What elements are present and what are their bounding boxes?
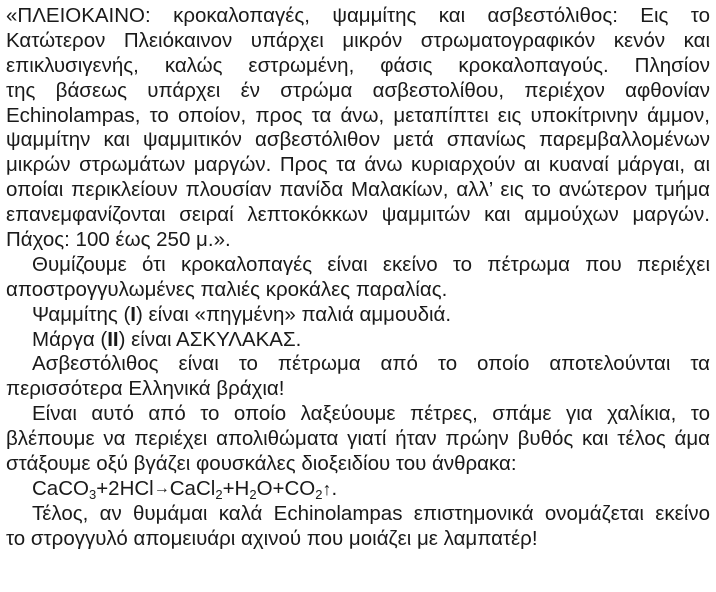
quoted-description-paragraph	[6, 4, 710, 253]
sandstone-paragraph	[6, 303, 710, 328]
text-span: ) είναι ΑΣΚΥΛΑΚΑΣ.	[118, 327, 302, 351]
formula-subscript: 3	[88, 486, 97, 502]
text-line: ψαμμίτην και ψαμμιτικόν ασβεστόλιθον μετά σπανίως παρεμβαλλομένων	[6, 128, 710, 152]
gas-release-arrow-icon: ↑	[322, 478, 332, 499]
formula-part: .	[331, 476, 338, 500]
text-line: Πάχος: 100 έως 250 μ.».	[6, 228, 231, 252]
text-line: αποστρογγυλωμένες παλιές κροκάλες παραλίας.	[6, 277, 448, 301]
limestone-uses-paragraph	[6, 402, 710, 477]
text-span: ) είναι «πηγμένη» παλιά αμμουδιά.	[135, 302, 452, 326]
limestone-paragraph	[6, 352, 710, 402]
text-line: της βάσεως υπάρχει έν στρώμα ασβεστολίθου, περιέχον αφθονίαν	[6, 78, 710, 102]
text-line: επικλυσιγενής, καλώς εστρωμένη, φάσις κροκαλοπαγούς. Πλησίον	[6, 53, 710, 77]
formula-part: +H	[222, 476, 250, 500]
echinolampas-paragraph	[6, 502, 710, 552]
formula-part: CaCl	[169, 476, 216, 500]
text-line: Ασβεστόλιθος είναι το πέτρωμα από το οποίο αποτελούνται τα	[32, 352, 710, 376]
text-line: βλέπουμε να περιέχει απολιθώματα γιατί ήταν πρώην βυθός και τέλος άμα	[6, 427, 710, 451]
text-line: Τέλος, αν θυμάμαι καλά Echinolampas επιστημονικά ονομάζεται εκείνο	[32, 501, 710, 525]
marl-paragraph	[6, 328, 710, 353]
reaction-arrow-icon: →	[153, 479, 170, 497]
formula-subscript: 2	[215, 486, 223, 502]
text-line: το στρογγυλό απομειυάρι αχινού που μοιάζει με λαμπατέρ!	[6, 526, 538, 550]
formula-part: O+CO	[256, 476, 316, 500]
text-line: περισσότερα Ελληνικά βράχια!	[6, 377, 285, 401]
text-line: Κατώτερον Πλειόκαινον υπάρχει μικρόν στρωματογραφικόν κενόν και	[6, 28, 710, 52]
conglomerate-paragraph	[6, 253, 710, 303]
text-line: στάξουμε οξύ βγάζει φουσκάλες διοξειδίου του άνθρακα:	[6, 452, 517, 476]
text-line: Είναι αυτό από το οποίο λαξεύουμε πέτρες, σπάμε για χαλίκια, το	[32, 402, 710, 426]
text-span: Ψαμμίτης (	[32, 302, 131, 326]
text-line: οποίαι περικλείουν πλουσίαν πανίδα Μαλακίων, αλλ’ εις το ανώτερον τμήμα	[6, 178, 710, 202]
formula-part: CaCO	[32, 476, 89, 500]
formula-part: +2HCl	[96, 476, 154, 500]
text-line: Θυμίζουμε ότι κροκαλοπαγές είναι εκείνο το πέτρωμα που περιέχει	[32, 252, 710, 276]
text-line: «ΠΛΕΙΟΚΑΙΝΟ: κροκαλοπαγές, ψαμμίτης και ασβεστόλιθος: Εις το	[6, 4, 710, 27]
formula-subscript: 2	[315, 486, 323, 502]
chemical-equation	[6, 477, 710, 502]
text-line: επανεμφανίζονται σειραί λεπτοκόκκων ψαμμιτών και αμμούχων μαργών.	[6, 203, 710, 227]
marker-label: I	[130, 302, 136, 326]
text-line: μικρών στρωμάτων μαργών. Προς τα άνω κυριαρχούν αι κυαναί μάργαι, αι	[6, 153, 710, 177]
text-span: Μάργα (	[32, 327, 108, 351]
text-line: Echinolampas, το οποίον, προς τα άνω, μεταπίπτει εις υποκίτρινην άμμον,	[6, 103, 710, 127]
formula-subscript: 2	[249, 486, 257, 502]
marker-label: II	[107, 327, 119, 351]
